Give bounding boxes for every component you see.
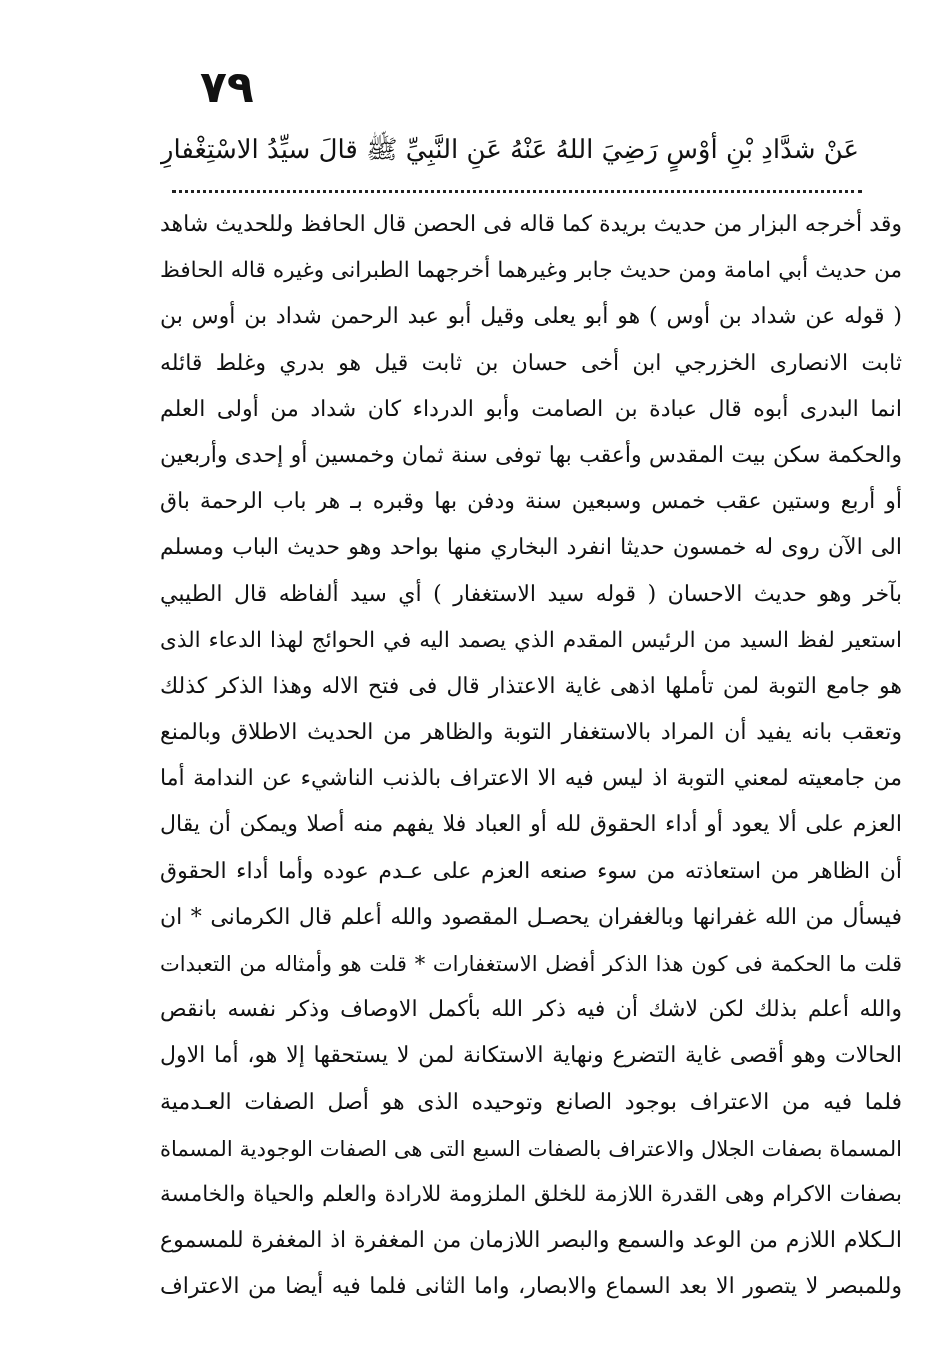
text-line: المسماة بصفات الجلال والاعتراف بالصفات السبع التى هى الصفات الوجودية المسماة [160, 1136, 902, 1161]
text-line: وللمبصر لا يتصور الا بعد السماع والابصار، واما الثانى فلما فيه أيضا من الاعتراف [160, 1274, 902, 1300]
text-line: من حديث أبي امامة ومن حديث جابر وغيرهما أخرجهما الطبرانى وغيره قاله الحافظ [160, 258, 902, 284]
text-line: الى الآن روى له خمسون حديثا انفرد البخاري منها بواحد وهو حديث الباب ومسلم [160, 535, 902, 561]
text-line: الحالات وهو أقصى غاية التضرع ونهاية الاستكانة لمن لا يستحقها إلا هو، أما الاول [160, 1043, 902, 1069]
text-line: أن الظاهر من استعاذته من سوء صنعه العزم على عـدم عوده وأما أداء الحقوق [160, 858, 902, 884]
text-line: من جامعيته لمعني التوبة اذ ليس فيه الا الاعتراف بالذنب الناشيء عن الندامة أما [160, 766, 902, 792]
text-line: استعير لفظ السيد من الرئيس المقدم الذي يصمد اليه في الحوائج لهذا الدعاء الذى [160, 627, 902, 653]
text-line: قلت ما الحكمة فى كون هذا الذكر أفضل الاستغفارات * قلت هو وأمثاله من التعبدات [160, 952, 902, 976]
text-line: بآخر وهو حديث الاحسان ( قوله سيد الاستغفار ) أي سيد ألفاظه قال الطيبي [160, 581, 902, 607]
text-line: العزم على ألا يعود أو أداء الحقوق لله أو العباد فلا يفهم منه أصلا ويمكن أن يقال [160, 812, 902, 838]
text-line: بصفات الاكرام وهى القدرة اللازمة للخلق الملزومة للارادة والعلم والحياة والخامسة [160, 1181, 902, 1207]
text-line: وقد أخرجه البزار من حديث بريدة كما قاله فى الحصن قال الحافظ وللحديث شاهد [160, 212, 902, 237]
text-line: والحكمة سكن بيت المقدس وأعقب بها توفى سنة ثمان وخمسين أو إحدى وأربعين [160, 442, 902, 468]
text-line: هو جامع التوبة لمن تأملها اذهى غاية الاعتذار قال فى فتح الاله وهذا الذكر كذلك [160, 673, 902, 699]
text-line: وتعقب بانه يفيد أن المراد بالاستغفار التوبة والظاهر من الحديث الاطلاق وبالمنع [160, 720, 902, 746]
text-line: الـكلام اللازم من الوعد والسمع والبصر اللازمان من المغفرة اذ المغفرة للمسموع [160, 1228, 902, 1254]
text-line: فلما فيه من الاعتراف بوجود الصانع وتوحيده الذى هو أصل الصفات العـدمية [160, 1089, 902, 1115]
text-line: ( قوله عن شداد بن أوس ) هو أبو يعلى وقيل أبو عبد الرحمن شداد بن أوس بن [160, 304, 902, 330]
page-number: ٧٩ [200, 62, 254, 113]
text-line: أو أربع وستين عقب خمس وسبعين سنة ودفن بها وقبره بـ هر باب الرحمة باق [160, 489, 902, 515]
dotted-separator [172, 190, 862, 193]
text-line: انما البدرى أبوه قال عبادة بن الصامت وأبو الدرداء كان شداد من أولى العلم [160, 396, 902, 422]
text-line: والله أعلم بذلك لكن لاشك أن فيه ذكر الله بأكمل الاوصاف وذكر نفسه بانقص [160, 997, 902, 1023]
hadith-header: عَنْ شدَّادِ بْنِ أوْسٍ رَضِيَ اللهُ عَنْهُ عَنِ النَّبِيِّ ﷺ قالَ سيِّدُ الاسْتِغْفارِ [160, 135, 860, 165]
commentary-text [160, 202, 902, 1311]
text-line: ثابت الانصارى الخزرجي ابن أخى حسان بن ثابت قيل هو بدري وغلط قائله [160, 350, 902, 376]
text-line: فيسأل من الله غفرانها وبالغفران يحصـل المقصود والله أعلم قال الكرمانى * ان [160, 904, 902, 930]
